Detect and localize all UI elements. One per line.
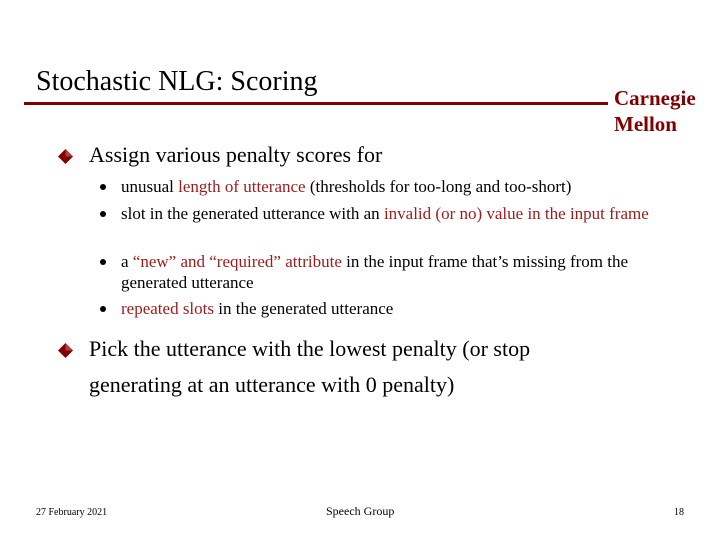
slide-title: Stochastic NLG: Scoring bbox=[36, 66, 318, 97]
sub-bullet-3-text: a “new” and “required” attribute in the input frame that’s missing from the generated utterance bbox=[121, 252, 629, 292]
logo-line-1: Carnegie bbox=[614, 86, 696, 110]
bullet-2-text-line-2: generating at an utterance with 0 penalty) bbox=[89, 372, 455, 397]
footer-date: 27 February 2021 bbox=[36, 507, 108, 518]
sub-bullet-2-text: slot in the generated utterance with an invalid (or no) value in the input frame bbox=[121, 204, 649, 223]
sub-bullet-1-text: unusual length of utterance (thresholds for too-long and too-short) bbox=[121, 177, 572, 196]
cmu-logo bbox=[614, 85, 696, 137]
dot-bullet-icon bbox=[100, 259, 106, 265]
diamond-bullet-icon bbox=[58, 343, 73, 358]
logo-line-2: Mellon bbox=[614, 112, 677, 136]
title-divider bbox=[24, 102, 608, 105]
sub-bullet-4-text: repeated slots in the generated utterance bbox=[121, 299, 394, 318]
bullet-1-text: Assign various penalty scores for bbox=[89, 142, 383, 167]
diamond-bullet-icon bbox=[58, 149, 73, 164]
dot-bullet-icon bbox=[100, 211, 106, 217]
dot-bullet-icon bbox=[100, 184, 106, 190]
footer-page-number: 18 bbox=[674, 507, 684, 518]
footer-group: Speech Group bbox=[326, 504, 395, 518]
bullet-2-text-line-1: Pick the utterance with the lowest penalty (or stop bbox=[89, 336, 531, 361]
dot-bullet-icon bbox=[100, 306, 106, 312]
